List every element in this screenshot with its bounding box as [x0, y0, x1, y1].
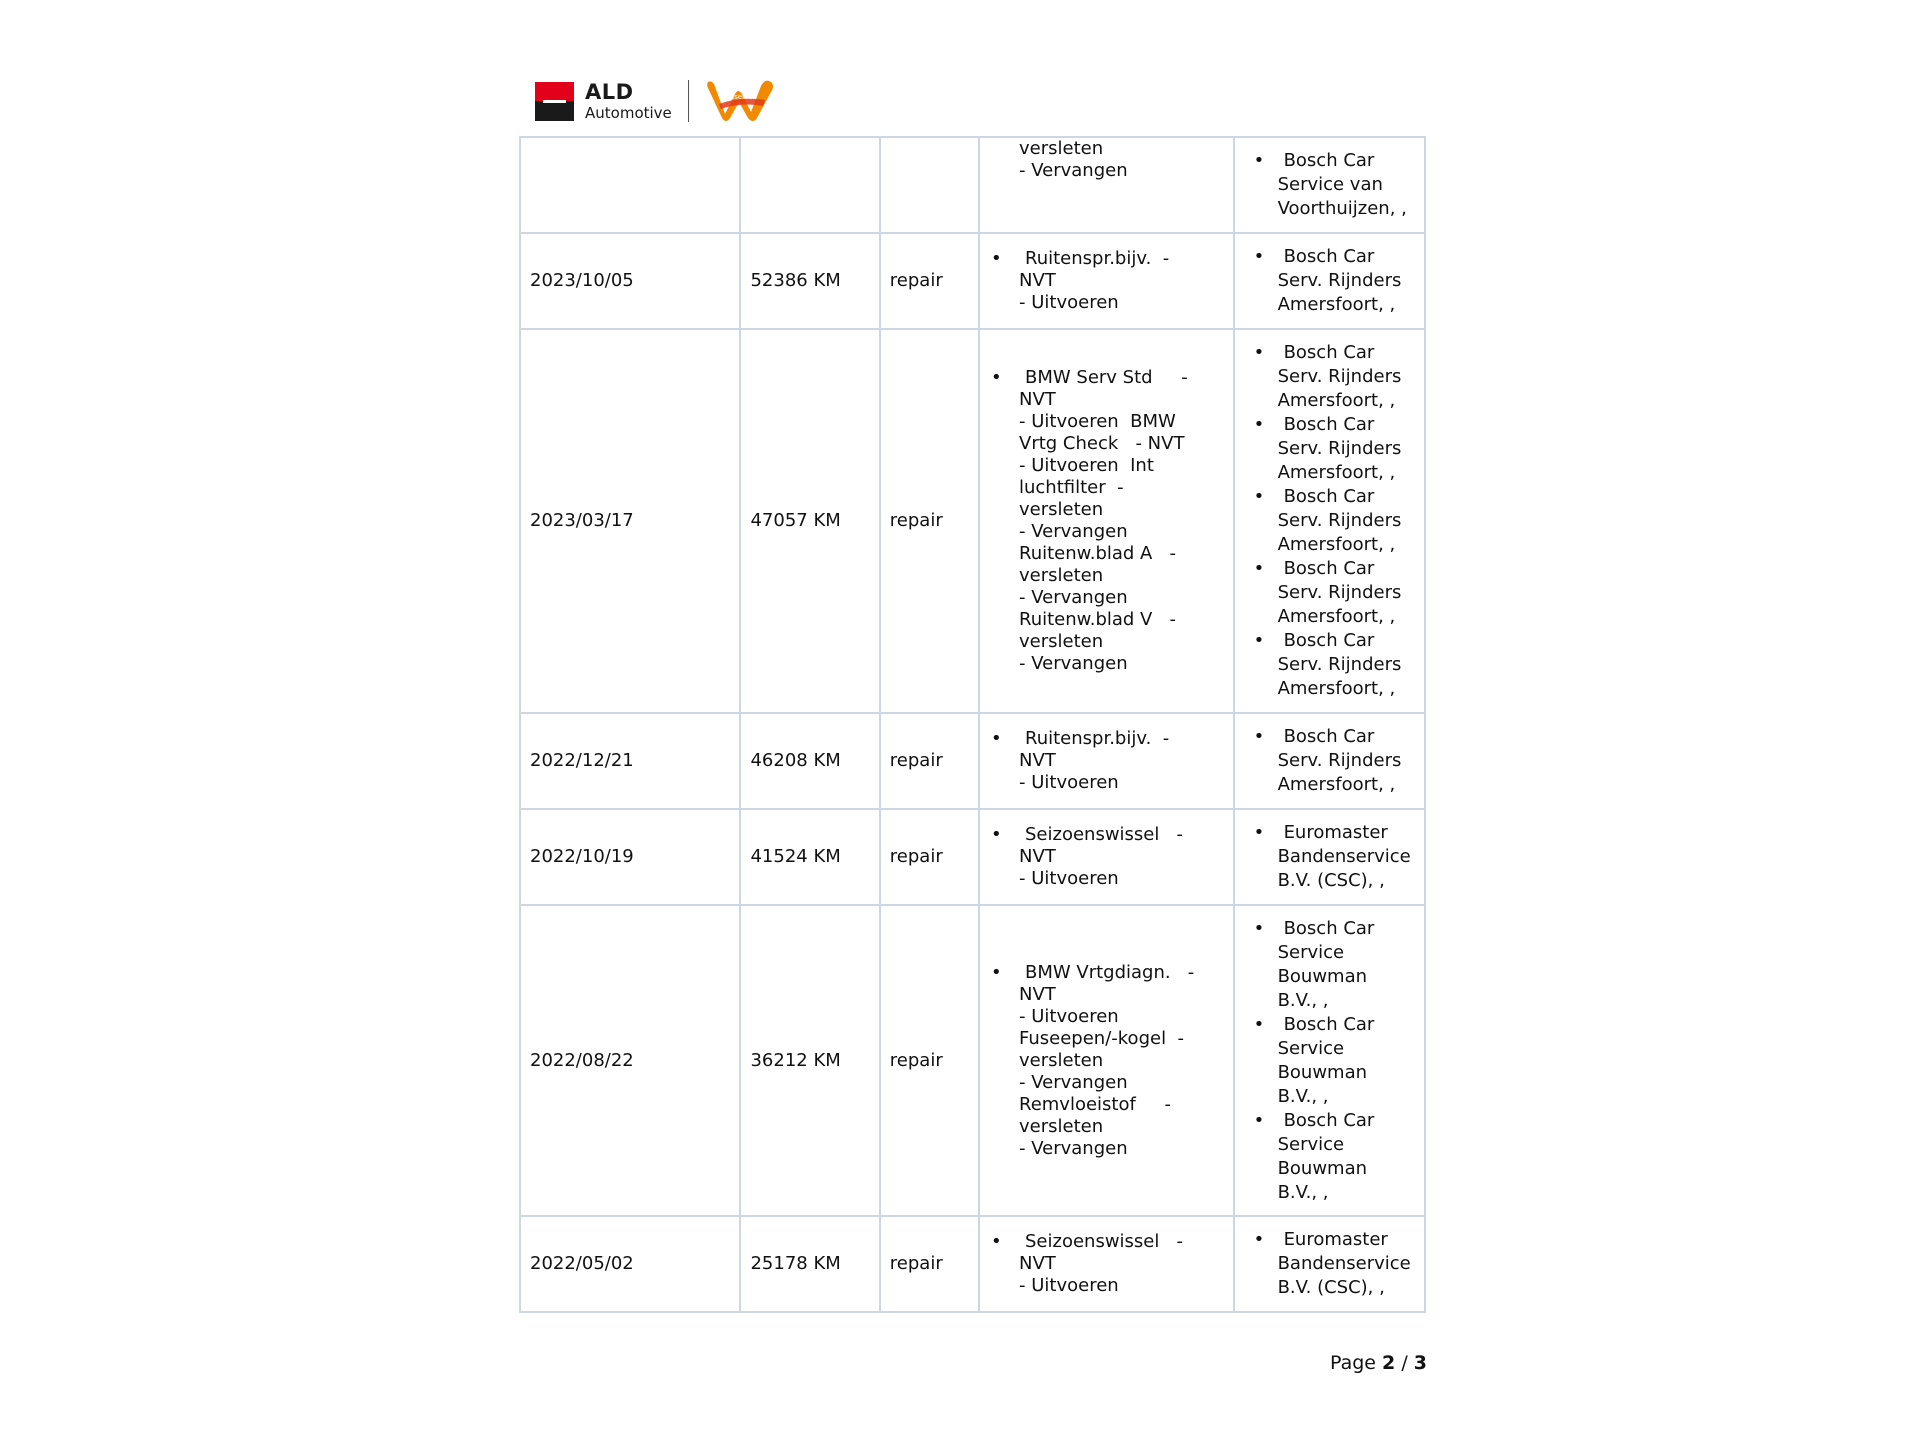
description-line: BMW Vrtgdiagn. - — [1025, 961, 1195, 983]
dealer-line: Amersfoort, , — [1277, 390, 1396, 411]
mileage-cell: 47057 KM — [740, 329, 879, 713]
description-line: - Uitvoeren — [1019, 1005, 1119, 1027]
dealer-line: Bosch Car — [1283, 917, 1375, 939]
description-line: - Vervangen — [1019, 1071, 1128, 1093]
dealer-cell — [1234, 905, 1425, 1216]
bullet-icon: • — [991, 1231, 1002, 1252]
bullet-icon: • — [1253, 342, 1265, 363]
ald-logo-mark-icon — [535, 82, 574, 121]
dealer-line: B.V., , — [1277, 1085, 1329, 1107]
description-cell — [979, 905, 1234, 1216]
dealer-cell — [1234, 713, 1425, 809]
description-line: Seizoenswissel - — [1025, 1231, 1184, 1252]
dealer-list — [1244, 725, 1415, 797]
description-item — [989, 248, 1224, 314]
bullet-icon: • — [991, 824, 1002, 845]
description-cell — [979, 329, 1234, 713]
description-line: Ruitenw.blad V - — [1019, 609, 1177, 630]
date-cell: 2023/03/17 — [520, 329, 740, 713]
date-cell: 2022/12/21 — [520, 713, 740, 809]
table-row — [520, 809, 1425, 905]
dealer-line: Bandenservice — [1277, 1253, 1411, 1274]
dealer-item — [1244, 1109, 1415, 1205]
dealer-item — [1244, 149, 1415, 221]
description-item — [989, 138, 1224, 182]
dealer-item — [1244, 629, 1415, 701]
description-cell — [979, 809, 1234, 905]
page-separator: / — [1401, 1352, 1408, 1374]
dealer-line: Bosch Car — [1283, 726, 1375, 747]
dealer-line: Amersfoort, , — [1277, 606, 1396, 627]
mileage-cell: 52386 KM — [740, 233, 879, 329]
leaseplan-w-icon — [705, 78, 777, 124]
description-line: BMW Serv Std - — [1025, 367, 1188, 388]
bullet-icon: • — [1253, 486, 1265, 507]
dealer-line: Bandenservice — [1277, 846, 1411, 867]
bullet-icon: • — [1253, 150, 1265, 171]
description-line: - Uitvoeren Int — [1019, 455, 1154, 476]
description-line: luchtfilter - — [1019, 477, 1124, 498]
date-cell: 2022/05/02 — [520, 1216, 740, 1312]
mileage-cell: 41524 KM — [740, 809, 879, 905]
bullet-icon: • — [1253, 917, 1265, 939]
ald-automotive-logo — [535, 79, 672, 122]
dealer-item — [1244, 821, 1415, 893]
dealer-line: Serv. Rijnders — [1277, 654, 1402, 675]
date-cell: 2022/10/19 — [520, 809, 740, 905]
description-line: Vrtg Check - NVT — [1019, 433, 1185, 454]
dealer-list — [1244, 1228, 1415, 1300]
dealer-line: Bosch Car — [1283, 1013, 1375, 1035]
bullet-icon: • — [1253, 1229, 1265, 1250]
description-cell — [979, 713, 1234, 809]
dealer-item — [1244, 1228, 1415, 1300]
dealer-item — [1244, 725, 1415, 797]
dealer-item — [1244, 1013, 1415, 1109]
dealer-line: Bosch Car — [1283, 414, 1375, 435]
leaseplan-logo — [705, 78, 777, 124]
dealer-line: Euromaster — [1283, 822, 1388, 843]
description-line: versleten — [1019, 499, 1104, 520]
dealer-line: B.V. (CSC), , — [1277, 870, 1385, 891]
description-item — [989, 962, 1224, 1160]
table-row — [520, 713, 1425, 809]
service-history-table — [519, 136, 1426, 1313]
dealer-line: Euromaster — [1283, 1229, 1388, 1250]
description-line: Ruitenspr.bijv. - — [1025, 248, 1170, 269]
dealer-item — [1244, 341, 1415, 413]
dealer-line: Bosch Car — [1283, 558, 1375, 579]
type-cell: repair — [880, 809, 979, 905]
description-line: - Uitvoeren — [1019, 868, 1119, 889]
description-cell — [979, 137, 1234, 233]
description-line: - Uitvoeren — [1019, 772, 1119, 793]
dealer-line: Service — [1277, 1037, 1345, 1059]
bullet-icon: • — [1253, 630, 1265, 651]
page-number — [1330, 1352, 1427, 1374]
ald-logo-name: ALD — [585, 79, 634, 104]
bullet-icon: • — [1253, 414, 1265, 435]
dealer-line: Amersfoort, , — [1277, 678, 1396, 699]
dealer-list — [1244, 245, 1415, 317]
description-item — [989, 824, 1224, 890]
dealer-line: B.V., , — [1277, 989, 1329, 1011]
description-line: NVT — [1019, 983, 1056, 1005]
type-cell: repair — [880, 233, 979, 329]
dealer-line: Bouwman — [1277, 965, 1368, 987]
logo-divider — [688, 80, 689, 122]
page-label: Page — [1329, 1352, 1376, 1374]
dealer-cell — [1234, 1216, 1425, 1312]
description-line: - Uitvoeren — [1019, 292, 1119, 313]
dealer-item — [1244, 917, 1415, 1013]
bullet-icon: • — [1253, 822, 1265, 843]
description-line: versleten — [1019, 631, 1104, 652]
description-line: versleten — [1019, 565, 1104, 586]
description-line: Ruitenw.blad A - — [1019, 543, 1177, 564]
dealer-line: Bosch Car — [1283, 342, 1375, 363]
mileage-cell — [740, 137, 879, 233]
description-cell — [979, 1216, 1234, 1312]
bullet-icon: • — [1253, 1013, 1265, 1035]
mileage-cell: 36212 KM — [740, 905, 879, 1216]
description-line: - Uitvoeren — [1019, 1275, 1119, 1296]
description-item — [989, 1231, 1224, 1297]
mileage-cell: 46208 KM — [740, 713, 879, 809]
dealer-item — [1244, 557, 1415, 629]
description-line: - Vervangen — [1019, 653, 1128, 674]
description-line: - Vervangen — [1019, 587, 1128, 608]
description-cell — [979, 233, 1234, 329]
date-cell — [520, 137, 740, 233]
dealer-line: Bosch Car — [1283, 150, 1375, 171]
dealer-line: Serv. Rijnders — [1277, 366, 1402, 387]
bullet-icon: • — [991, 367, 1002, 388]
dealer-line: Amersfoort, , — [1277, 294, 1396, 315]
description-line: Seizoenswissel - — [1025, 824, 1184, 845]
description-line: NVT — [1019, 750, 1056, 771]
dealer-line: Serv. Rijnders — [1277, 438, 1402, 459]
dealer-line: Bosch Car — [1283, 486, 1375, 507]
dealer-list — [1244, 341, 1415, 701]
date-cell: 2023/10/05 — [520, 233, 740, 329]
description-line: versleten — [1019, 138, 1104, 159]
bullet-icon: • — [1253, 726, 1265, 747]
type-cell: repair — [880, 905, 979, 1216]
dealer-list — [1244, 149, 1415, 221]
dealer-line: Service van — [1277, 174, 1383, 195]
description-item — [989, 367, 1224, 675]
dealer-line: Amersfoort, , — [1277, 462, 1396, 483]
dealer-line: Voorthuijzen, , — [1277, 198, 1407, 219]
dealer-cell — [1234, 809, 1425, 905]
dealer-line: Bosch Car — [1283, 1109, 1375, 1131]
mileage-cell: 25178 KM — [740, 1216, 879, 1312]
description-item — [989, 728, 1224, 794]
table-row — [520, 329, 1425, 713]
dealer-line: Serv. Rijnders — [1277, 510, 1402, 531]
dealer-line: Bosch Car — [1283, 630, 1375, 651]
table-row — [520, 1216, 1425, 1312]
description-line: versleten — [1019, 1049, 1104, 1071]
dealer-line: B.V., , — [1277, 1181, 1329, 1203]
description-line: NVT — [1019, 389, 1056, 410]
description-line: NVT — [1019, 846, 1056, 867]
bullet-icon: • — [1253, 246, 1265, 267]
dealer-line: Service — [1277, 1133, 1345, 1155]
dealer-item — [1244, 245, 1415, 317]
type-cell: repair — [880, 713, 979, 809]
type-cell — [880, 137, 979, 233]
description-line: NVT — [1019, 1253, 1056, 1274]
dealer-line: Serv. Rijnders — [1277, 270, 1402, 291]
dealer-item — [1244, 485, 1415, 557]
dealer-line: Bouwman — [1277, 1157, 1368, 1179]
table-row — [520, 233, 1425, 329]
dealer-line: Bouwman — [1277, 1061, 1368, 1083]
dealer-line: Service — [1277, 941, 1345, 963]
description-line: - Uitvoeren BMW — [1019, 411, 1176, 432]
dealer-item — [1244, 413, 1415, 485]
bullet-icon: • — [991, 248, 1002, 269]
description-line: Ruitenspr.bijv. - — [1025, 728, 1170, 749]
type-cell: repair — [880, 329, 979, 713]
description-line: - Vervangen — [1019, 160, 1128, 181]
table-row — [520, 905, 1425, 1216]
dealer-cell — [1234, 329, 1425, 713]
description-line: Fuseepen/-kogel - — [1019, 1027, 1185, 1049]
dealer-line: Amersfoort, , — [1277, 774, 1396, 795]
dealer-line: Serv. Rijnders — [1277, 750, 1402, 771]
table-row — [520, 137, 1425, 233]
dealer-list — [1244, 821, 1415, 893]
dealer-line: Serv. Rijnders — [1277, 582, 1402, 603]
description-line: - Vervangen — [1019, 521, 1128, 542]
description-line: Remvloeistof - — [1019, 1093, 1171, 1115]
bullet-icon: • — [991, 728, 1002, 749]
bullet-icon: • — [1253, 558, 1265, 579]
dealer-cell — [1234, 137, 1425, 233]
dealer-list — [1244, 917, 1415, 1205]
dealer-line: B.V. (CSC), , — [1277, 1277, 1385, 1298]
page-header — [535, 78, 777, 124]
bullet-icon: • — [1253, 1109, 1265, 1131]
bullet-icon: • — [991, 961, 1002, 983]
dealer-line: Amersfoort, , — [1277, 534, 1396, 555]
leaseplan-logo-text: LeasePlan — [721, 93, 757, 101]
description-line: - Vervangen — [1019, 1137, 1128, 1159]
ald-logo-subtitle: Automotive — [585, 103, 672, 122]
type-cell: repair — [880, 1216, 979, 1312]
date-cell: 2022/08/22 — [520, 905, 740, 1216]
current-page: 2 — [1382, 1352, 1396, 1374]
description-line: versleten — [1019, 1115, 1104, 1137]
dealer-cell — [1234, 233, 1425, 329]
description-line: NVT — [1019, 270, 1056, 291]
total-pages: 3 — [1413, 1352, 1427, 1374]
dealer-line: Bosch Car — [1283, 246, 1375, 267]
